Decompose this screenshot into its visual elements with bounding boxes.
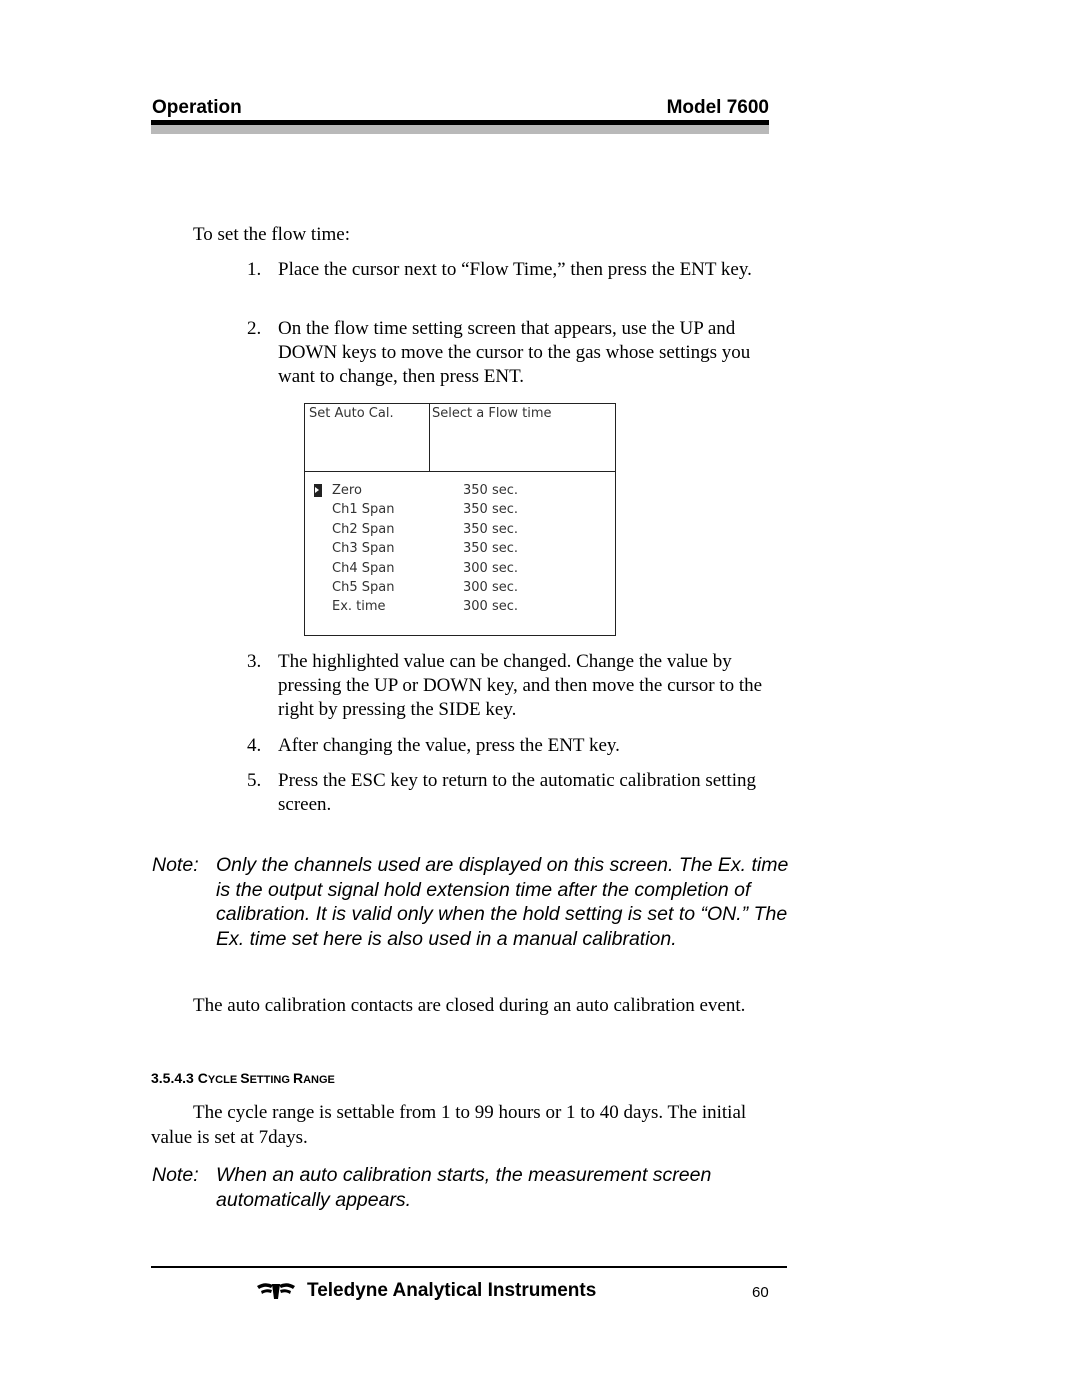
- row-label: Ch3 Span: [332, 541, 395, 557]
- row-value: 300 sec.: [463, 560, 518, 576]
- step-number: 2.: [247, 318, 262, 339]
- row-label: Ch1 Span: [332, 502, 395, 518]
- footer-company: Teledyne Analytical Instruments: [307, 1280, 597, 1301]
- step-text: After changing the value, press the ENT key.: [278, 735, 620, 756]
- flow-time-screen: [304, 403, 616, 636]
- note-text: Only the channels used are displayed on this screen. The Ex. time is the output signal hold extension time after the completion of calibration. It is valid only when the hold setting is set to “ON.” The Ex. time set here is also used in a manual calibration.: [216, 854, 789, 950]
- paragraph-cycle-range: The cycle range is settable from 1 to 99 hours or 1 to 40 days. The initial value is set at 7days.: [151, 1102, 747, 1148]
- section-number: 3.5.4.3: [151, 1070, 194, 1086]
- step-text: Place the cursor next to “Flow Time,” then press the ENT key.: [278, 259, 752, 280]
- page-number: 60: [752, 1284, 769, 1301]
- note-label: Note:: [152, 854, 199, 876]
- intro-text: To set the flow time:: [193, 224, 350, 245]
- row-label: Ch5 Span: [332, 579, 395, 595]
- row-value: 350 sec.: [463, 483, 518, 498]
- step-number: 3.: [247, 651, 262, 672]
- screen-row: [305, 561, 615, 580]
- cursor-arrow-icon: [314, 484, 322, 497]
- section-heading: [151, 1069, 335, 1089]
- screen-row: [305, 541, 615, 560]
- step-5: [247, 769, 777, 817]
- step-4: [247, 734, 777, 758]
- step-text: On the flow time setting screen that appears, use the UP and DOWN keys to move the cursor to the gas whose settings you want to change, then press ENT.: [278, 318, 751, 387]
- row-value: 350 sec.: [463, 502, 518, 518]
- step-text: The highlighted value can be changed. Change the value by pressing the UP or DOWN key, and then move the cursor to the right by pressing the SIDE key.: [278, 651, 763, 720]
- step-number: 1.: [247, 259, 262, 280]
- screen-rows: [305, 483, 615, 619]
- step-1: [247, 258, 777, 282]
- row-value: 350 sec.: [463, 541, 518, 557]
- note-auto-cal: [152, 1163, 792, 1212]
- step-number: 5.: [247, 770, 262, 791]
- screen-title-left-box: [305, 404, 430, 472]
- screen-title-left: Set Auto Cal.: [309, 406, 394, 421]
- screen-title-right: Select a Flow time: [432, 406, 552, 421]
- note-label: Note:: [152, 1164, 199, 1186]
- row-label: Zero: [332, 483, 362, 498]
- step-number: 4.: [247, 735, 262, 756]
- row-value: 350 sec.: [463, 521, 518, 537]
- step-2: [247, 317, 777, 389]
- footer-rule: [151, 1266, 787, 1268]
- section-title: CYCLE SETTING RANGE: [197, 1070, 335, 1086]
- screen-row: [305, 502, 615, 521]
- row-value: 300 sec.: [463, 599, 518, 615]
- screen-row: [305, 599, 615, 618]
- header-section: Operation: [152, 97, 242, 118]
- step-3: [247, 650, 777, 722]
- screen-row: [305, 580, 615, 599]
- screen-title-right-box: [429, 404, 615, 472]
- row-value: 300 sec.: [463, 579, 518, 595]
- note-channels: [152, 853, 792, 951]
- row-label: Ch4 Span: [332, 560, 395, 576]
- header-shade-bar: [151, 125, 769, 134]
- screen-row: [305, 483, 615, 502]
- header-model: Model 7600: [666, 97, 769, 118]
- paragraph-contacts: The auto calibration contacts are closed during an auto calibration event.: [193, 995, 746, 1016]
- screen-row: [305, 522, 615, 541]
- row-label: Ex. time: [332, 599, 386, 615]
- teledyne-logo-icon: [255, 1279, 297, 1306]
- step-text: Press the ESC key to return to the automatic calibration setting screen.: [278, 770, 757, 815]
- row-label: Ch2 Span: [332, 521, 395, 537]
- note-text: When an auto calibration starts, the measurement screen automatically appears.: [216, 1164, 712, 1211]
